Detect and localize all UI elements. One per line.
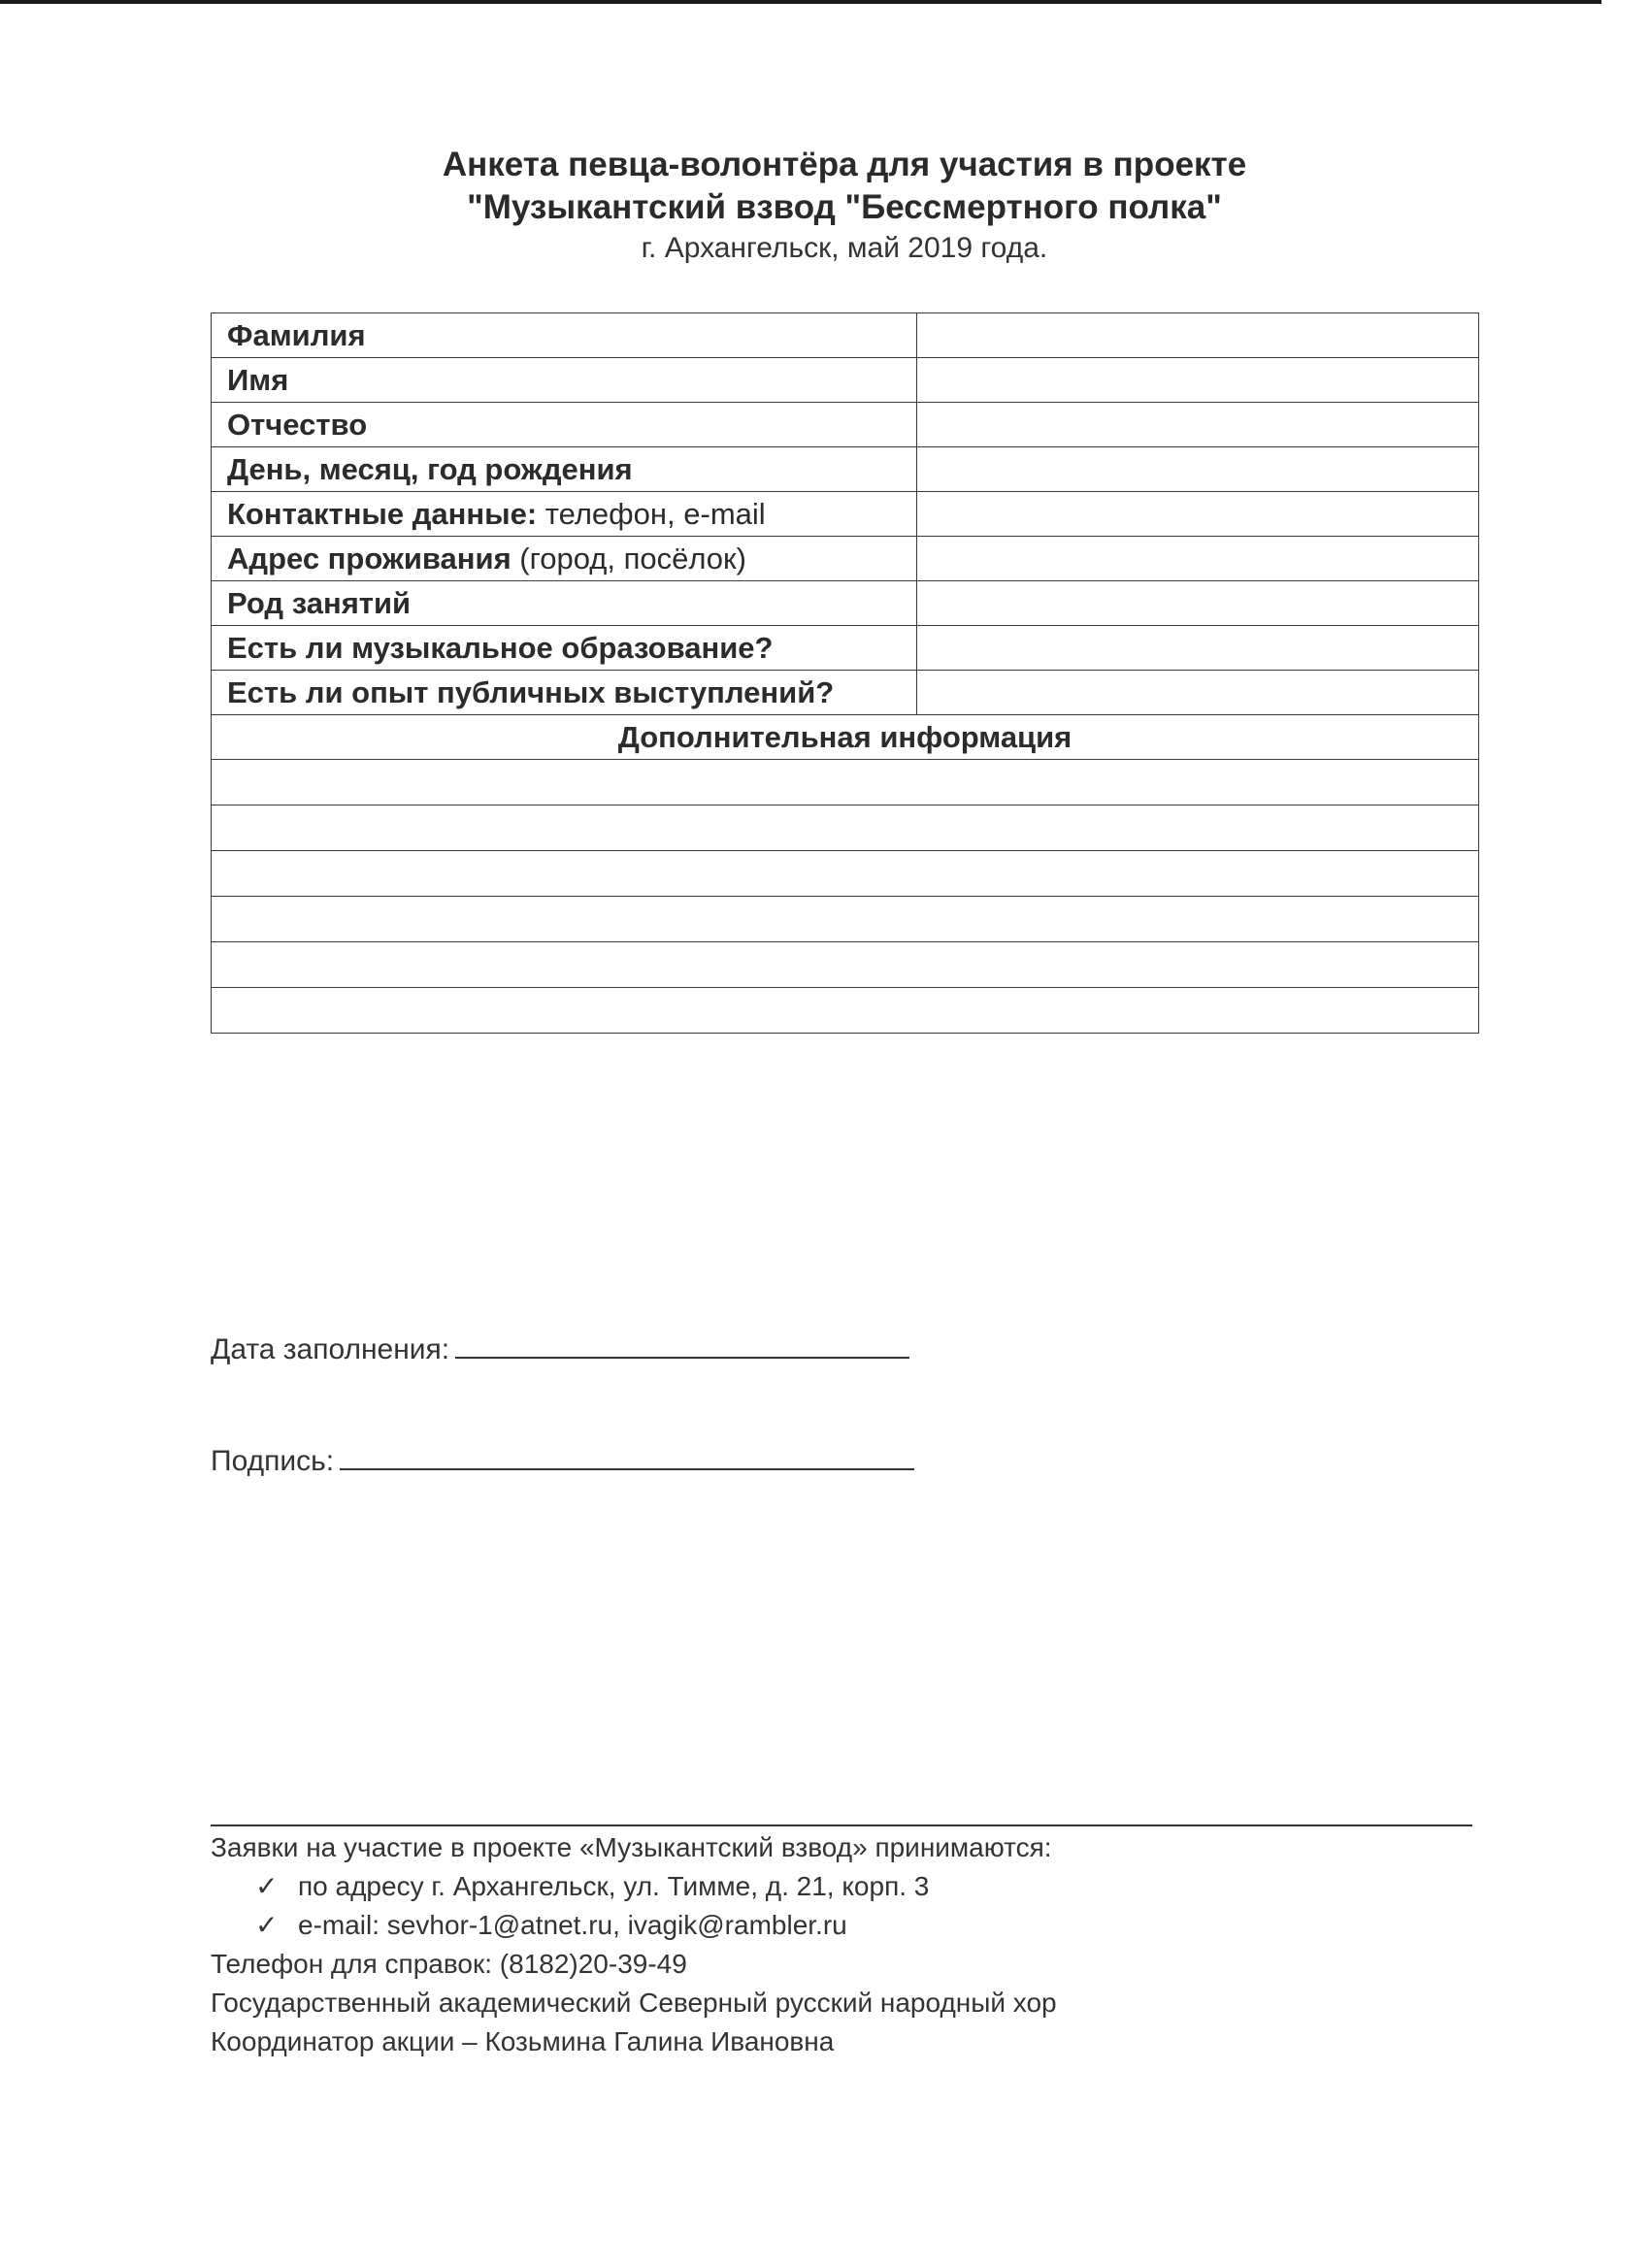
footer-bullet-address — [211, 1867, 1057, 1906]
scan-edge — [0, 0, 1601, 4]
form-subtitle: г. Архангельск, май 2019 года. — [641, 232, 1048, 264]
field-row-birthdate — [212, 447, 1479, 492]
form-title-line-2: "Музыкантский взвод "Бессмертного полка" — [467, 188, 1222, 226]
fill-date-row — [211, 1331, 909, 1366]
additional-info-line — [212, 988, 1479, 1034]
field-value-contacts[interactable] — [917, 492, 1479, 537]
additional-info-line — [212, 942, 1479, 988]
field-label-surname: Фамилия — [212, 313, 917, 358]
additional-info-line — [212, 760, 1479, 805]
field-value-name[interactable] — [917, 358, 1479, 403]
field-value-occupation[interactable] — [917, 581, 1479, 626]
field-label-patronymic: Отчество — [212, 403, 917, 447]
field-label-performance-experience: Есть ли опыт публичных выступлений? — [212, 671, 917, 715]
footer-intro: Заявки на участие в проекте «Музыкантский взвод» принимаются: — [211, 1832, 1052, 1862]
additional-info-line — [212, 805, 1479, 851]
field-row-address — [212, 537, 1479, 581]
form-title-line-1: Анкета певца-волонтёра для участия в проекте — [442, 146, 1247, 183]
field-row-music-education — [212, 626, 1479, 671]
additional-info-input[interactable] — [212, 760, 1479, 805]
field-value-surname[interactable] — [917, 313, 1479, 358]
field-label-contacts: Контактные данные: телефон, e-mail — [212, 492, 917, 537]
field-label-birthdate: День, месяц, год рождения — [212, 447, 917, 492]
field-row-occupation — [212, 581, 1479, 626]
field-label-occupation: Род занятий — [212, 581, 917, 626]
signature-label: Подпись: — [211, 1445, 335, 1477]
field-value-birthdate[interactable] — [917, 447, 1479, 492]
field-row-patronymic — [212, 403, 1479, 447]
footer-phone: Телефон для справок: (8182)20-39-49 — [211, 1949, 687, 1979]
additional-info-input[interactable] — [212, 805, 1479, 851]
field-label-address: Адрес проживания (город, посёлок) — [212, 537, 917, 581]
additional-info-input[interactable] — [212, 851, 1479, 897]
field-value-patronymic[interactable] — [917, 403, 1479, 447]
footer-coordinator: Координатор акции – Козьмина Галина Ивановна — [211, 2026, 835, 2056]
footer-organization: Государственный академический Северный русский народный хор — [211, 1988, 1057, 2018]
signature-field[interactable] — [340, 1443, 914, 1470]
form-header — [0, 144, 1650, 268]
additional-info-input[interactable] — [212, 897, 1479, 942]
field-row-name — [212, 358, 1479, 403]
footer-bullet-email — [211, 1906, 1057, 1945]
field-value-address[interactable] — [917, 537, 1479, 581]
field-value-performance-experience[interactable] — [917, 671, 1479, 715]
fill-date-label: Дата заполнения: — [211, 1333, 450, 1365]
additional-info-input[interactable] — [212, 942, 1479, 988]
footer-info — [211, 1828, 1057, 2061]
field-row-surname — [212, 313, 1479, 358]
checkmark-icon: ✓ — [255, 1871, 279, 1901]
footer-email-text: e-mail: sevhor-1@atnet.ru, ivagik@rambler.ru — [298, 1910, 847, 1940]
signature-row — [211, 1443, 914, 1478]
questionnaire-table — [211, 312, 1479, 1034]
additional-info-line — [212, 851, 1479, 897]
field-row-performance-experience — [212, 671, 1479, 715]
additional-info-header-row — [212, 715, 1479, 760]
field-value-music-education[interactable] — [917, 626, 1479, 671]
checkmark-icon: ✓ — [255, 1910, 279, 1940]
field-label-music-education: Есть ли музыкальное образование? — [212, 626, 917, 671]
footer-divider — [211, 1824, 1472, 1826]
additional-info-line — [212, 897, 1479, 942]
additional-info-input[interactable] — [212, 988, 1479, 1034]
field-label-name: Имя — [212, 358, 917, 403]
additional-info-header: Дополнительная информация — [212, 715, 1479, 760]
field-row-contacts — [212, 492, 1479, 537]
fill-date-field[interactable] — [455, 1331, 909, 1359]
footer-address-text: по адресу г. Архангельск, ул. Тимме, д. 21, корп. 3 — [298, 1871, 930, 1901]
